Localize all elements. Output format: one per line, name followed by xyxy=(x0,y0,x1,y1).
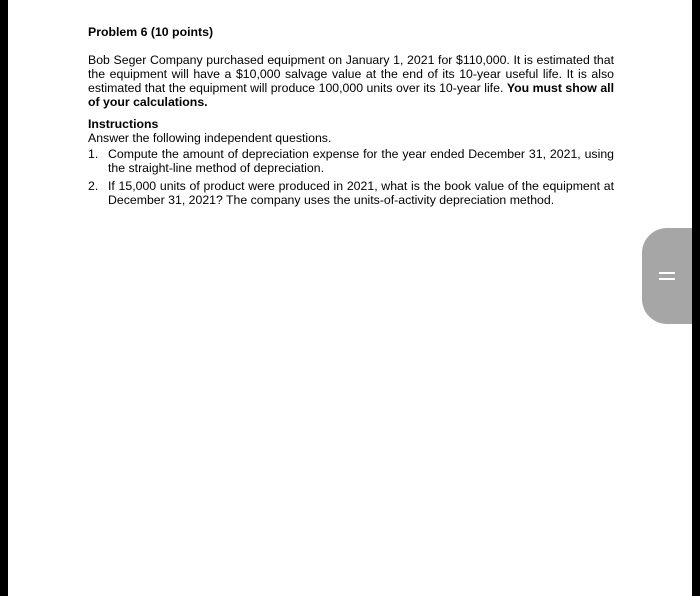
question-number: 2. xyxy=(88,179,99,194)
question-item-1 xyxy=(88,148,614,176)
instructions-heading: Instructions xyxy=(88,116,159,131)
problem-description-text: Bob Seger Company purchased equipment on January 1, 2021 for $110,000. It is estimated that the equipment will have a $10,000 salvage value at the end of its 10-year useful life. It is also estimated that the equipment will produce 100,000 units over its 10-year life. xyxy=(88,52,614,95)
instructions-intro: Answer the following independent questions. xyxy=(88,131,332,146)
drag-handle-icon xyxy=(659,272,675,280)
calculation-requirement: You must show all of your calculations. xyxy=(88,80,614,109)
question-number: 1. xyxy=(88,147,99,162)
problem-description xyxy=(88,54,614,110)
question-text: If 15,000 units of product were produced in 2021, what is the book value of the equipment at December 31, 2021? The company uses the units-of-activity depreciation method. xyxy=(108,179,614,208)
question-item-2 xyxy=(88,180,614,208)
document-page xyxy=(8,0,692,596)
problem-title: Problem 6 (10 points) xyxy=(88,25,214,39)
side-drag-handle[interactable] xyxy=(642,228,692,324)
question-list xyxy=(88,148,614,208)
problem-content xyxy=(88,26,614,212)
question-text: Compute the amount of depreciation expense for the year ended December 31, 2021, using the straight-line method of depreciation. xyxy=(108,147,614,176)
